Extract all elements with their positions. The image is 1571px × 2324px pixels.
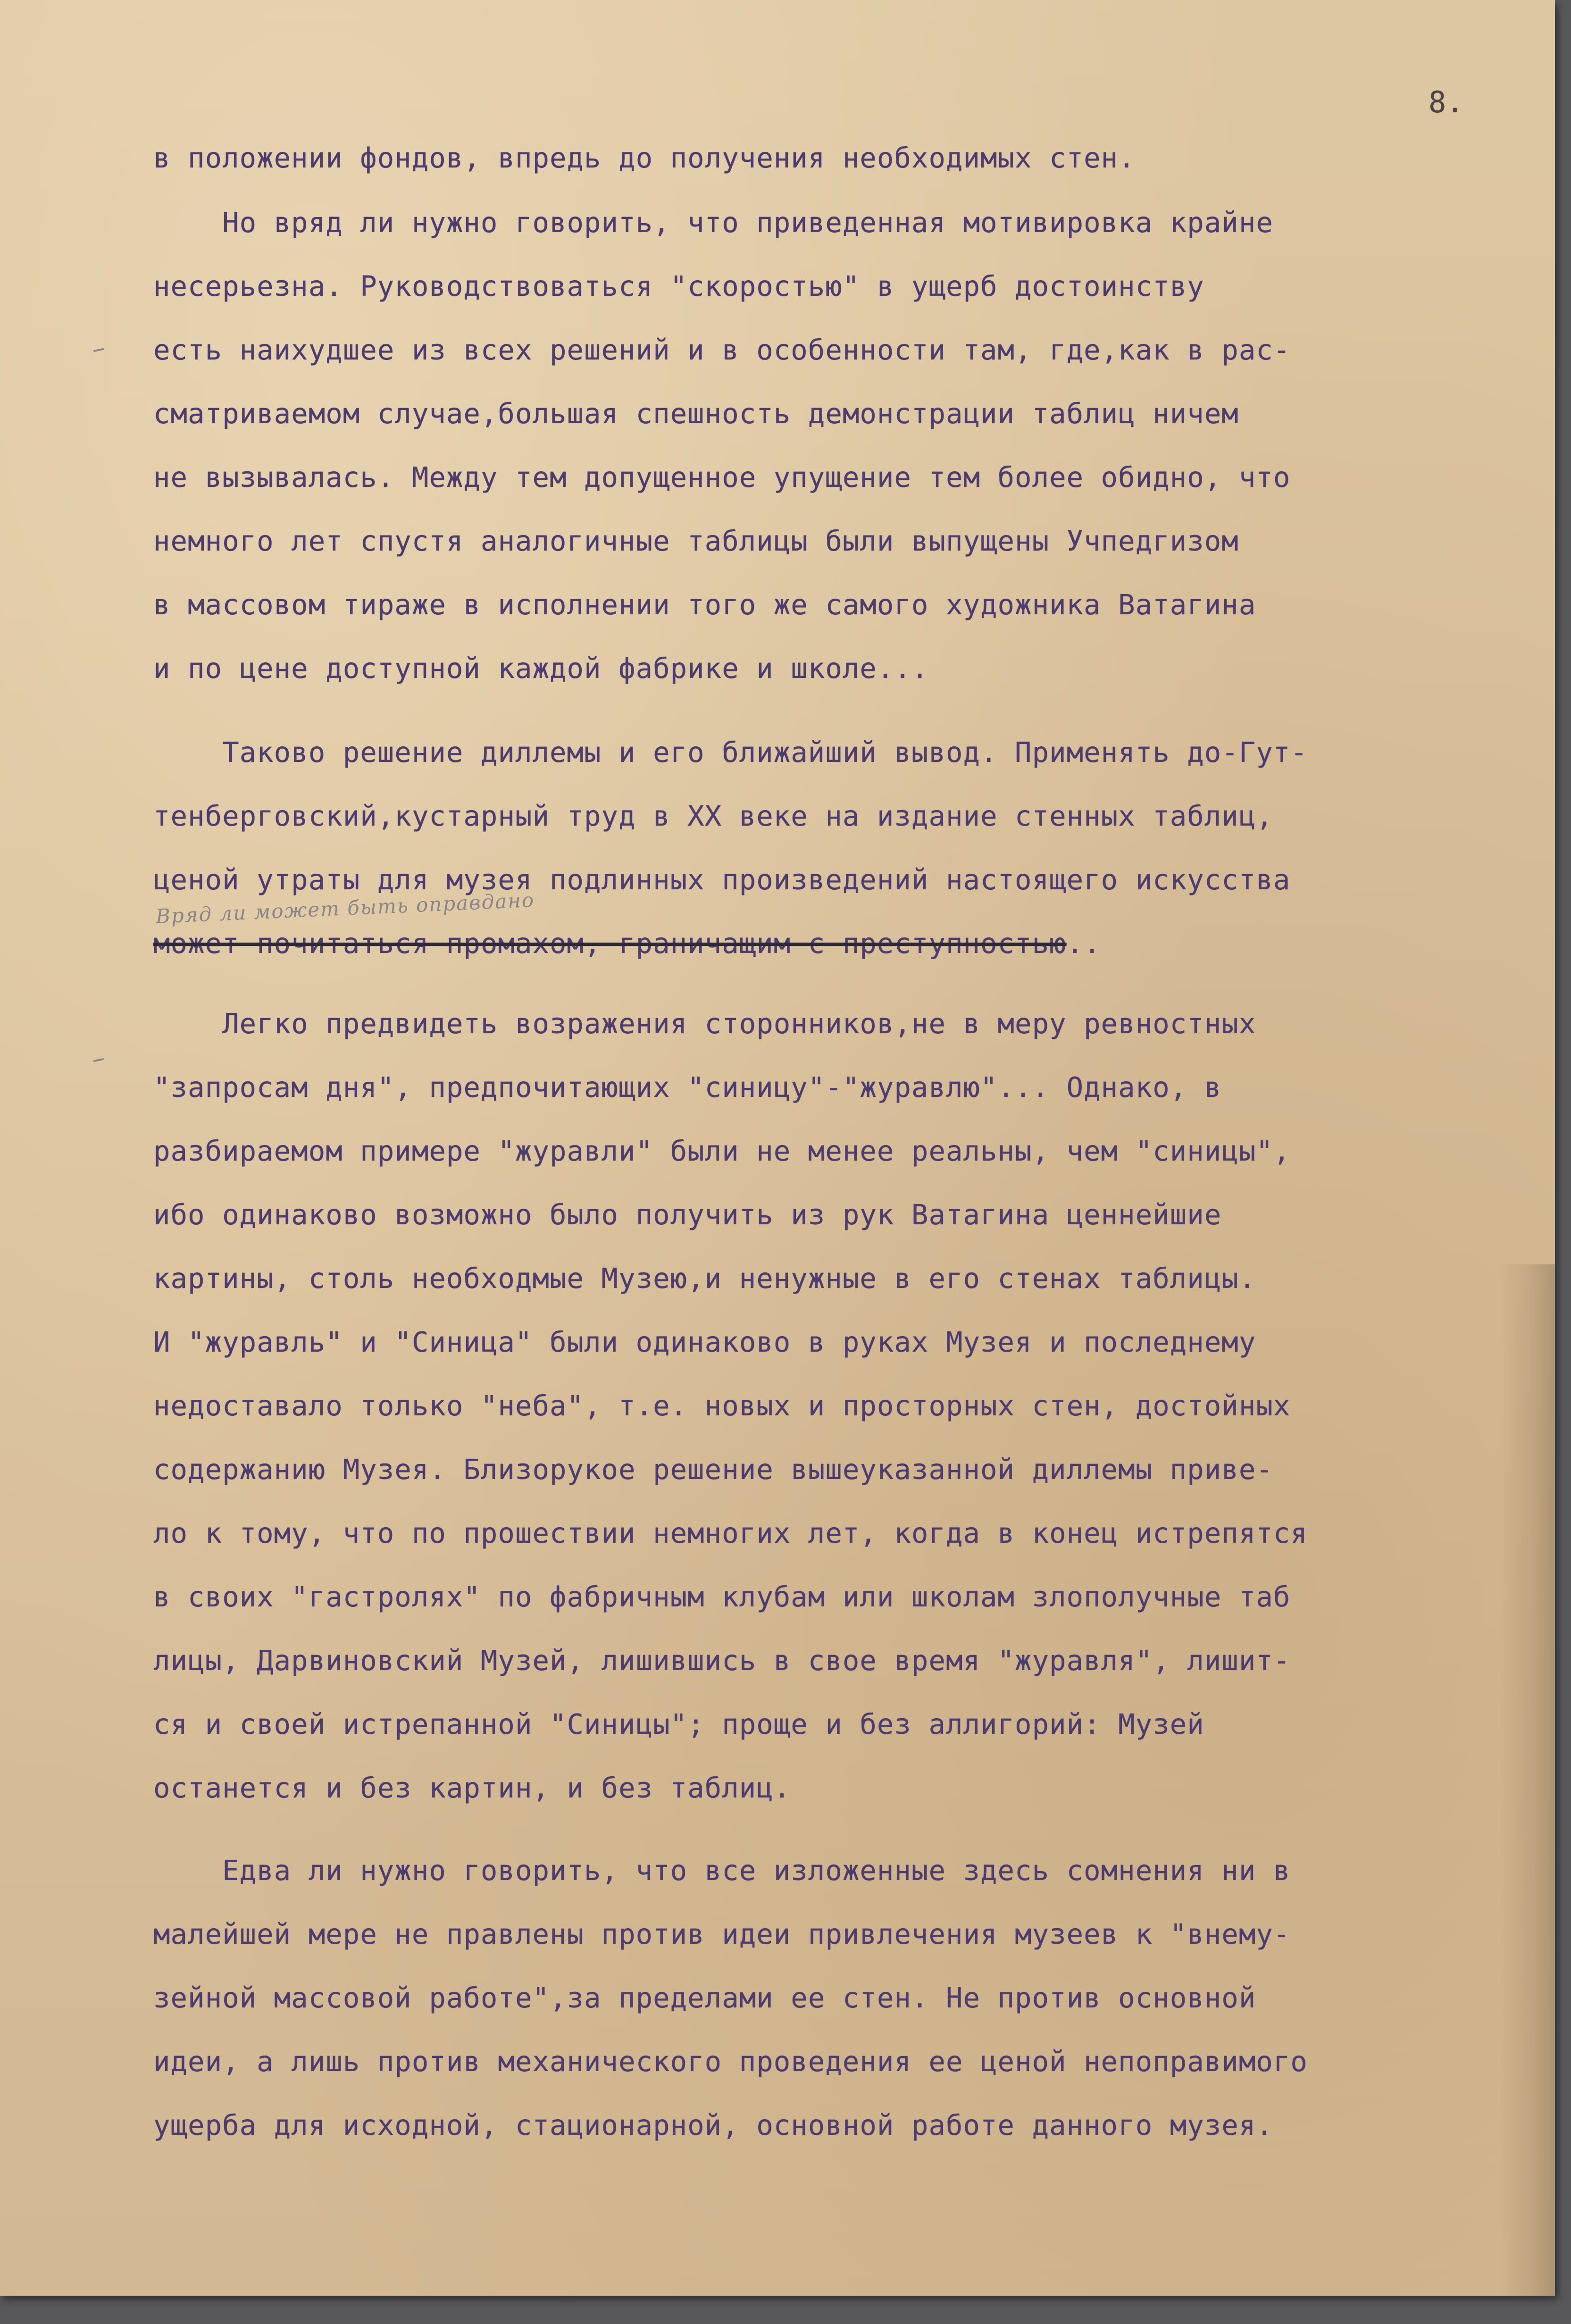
underlying-sheet-edge [1500,1264,1555,2296]
text-line: малейшей мере не правлены против идеи привлечения музеев к "внему- [153,1918,1291,1950]
struck-line-tail: .. [1066,927,1101,960]
text-line: останется и без картин, и без таблиц. [153,1772,791,1804]
text-line: ло к тому, что по прошествии немногих лет, когда в конец истрепятся [153,1517,1308,1549]
text-line: содержанию Музея. Близорукое решение вышеуказанной диллемы приве- [153,1453,1273,1486]
text-line: несерьезна. Руководствоваться "скоростью" в ущерб достоинству [153,270,1204,302]
struck-line [153,927,1101,960]
margin-mark [93,348,104,352]
text-line: Но вряд ли нужно говорить, что приведенная мотивировка крайне [153,206,1273,239]
page-number: 8. [1429,85,1464,119]
text-line: Легко предвидеть возражения сторонников,не в меру ревностных [153,1007,1256,1040]
struck-text: может почитаться промахом, граничащим с преступностью [153,927,1067,960]
text-line: немного лет спустя аналогичные таблицы были выпущены Учпедгизом [153,525,1239,557]
text-line: сматриваемом случае,большая спешность демонстрации таблиц ничем [153,397,1239,430]
text-line: картины, столь необходмые Музею,и ненужные в его стенах таблицы. [153,1262,1256,1295]
text-line: "запросам дня", предпочитающих "синицу"-"журавлю"... Однако, в [153,1071,1222,1103]
text-line: в массовом тираже в исполнении того же самого художника Ватагина [153,588,1256,621]
text-line: тенберговский,кустарный труд в XX веке на издание стенных таблиц, [153,800,1273,832]
text-line: ценой утраты для музея подлинных произведений настоящего искусства [153,863,1291,896]
margin-mark [93,1058,104,1062]
handwritten-annotation: Вряд ли может быть оправдано [155,888,535,928]
text-line: в своих "гастролях" по фабричным клубам или школам злополучные таб [153,1580,1291,1613]
text-line: И "журавль" и "Синица" были одинаково в руках Музея и последнему [153,1326,1256,1358]
text-line: есть наихудшее из всех решений и в особенности там, где,как в рас- [153,334,1291,366]
text-line: идеи, а лишь против механического проведения ее ценой непоправимого [153,2045,1308,2078]
text-line: ибо одинаково возможно было получить из рук Ватагина ценнейшие [153,1198,1222,1231]
text-line: недоставало только "неба", т.е. новых и просторных стен, достойных [153,1389,1291,1422]
text-line: разбираемом примере "журавли" были не менее реальны, чем "синицы", [153,1135,1291,1167]
text-line: ся и своей истрепанной "Синицы"; проще и без аллигорий: Музей [153,1708,1204,1740]
text-line: не вызывалась. Между тем допущенное упущение тем более обидно, что [153,461,1291,493]
text-line: в положении фондов, впредь до получения необходимых стен. [153,142,1136,174]
text-line: ущерба для исходной, стационарной, основной работе данного музея. [153,2109,1273,2141]
text-line: зейной массовой работе",за пределами ее стен. Не против основной [153,1981,1256,2014]
text-line: Едва ли нужно говорить, что все изложенные здесь сомнения ни в [153,1854,1291,1887]
text-line: Таково решение диллемы и его ближайший вывод. Применять до-Гут- [153,736,1308,769]
text-line: и по цене доступной каждой фабрике и школе... [153,652,929,685]
text-line: лицы, Дарвиновский Музей, лишившись в свое время "журавля", лишит- [153,1644,1291,1677]
